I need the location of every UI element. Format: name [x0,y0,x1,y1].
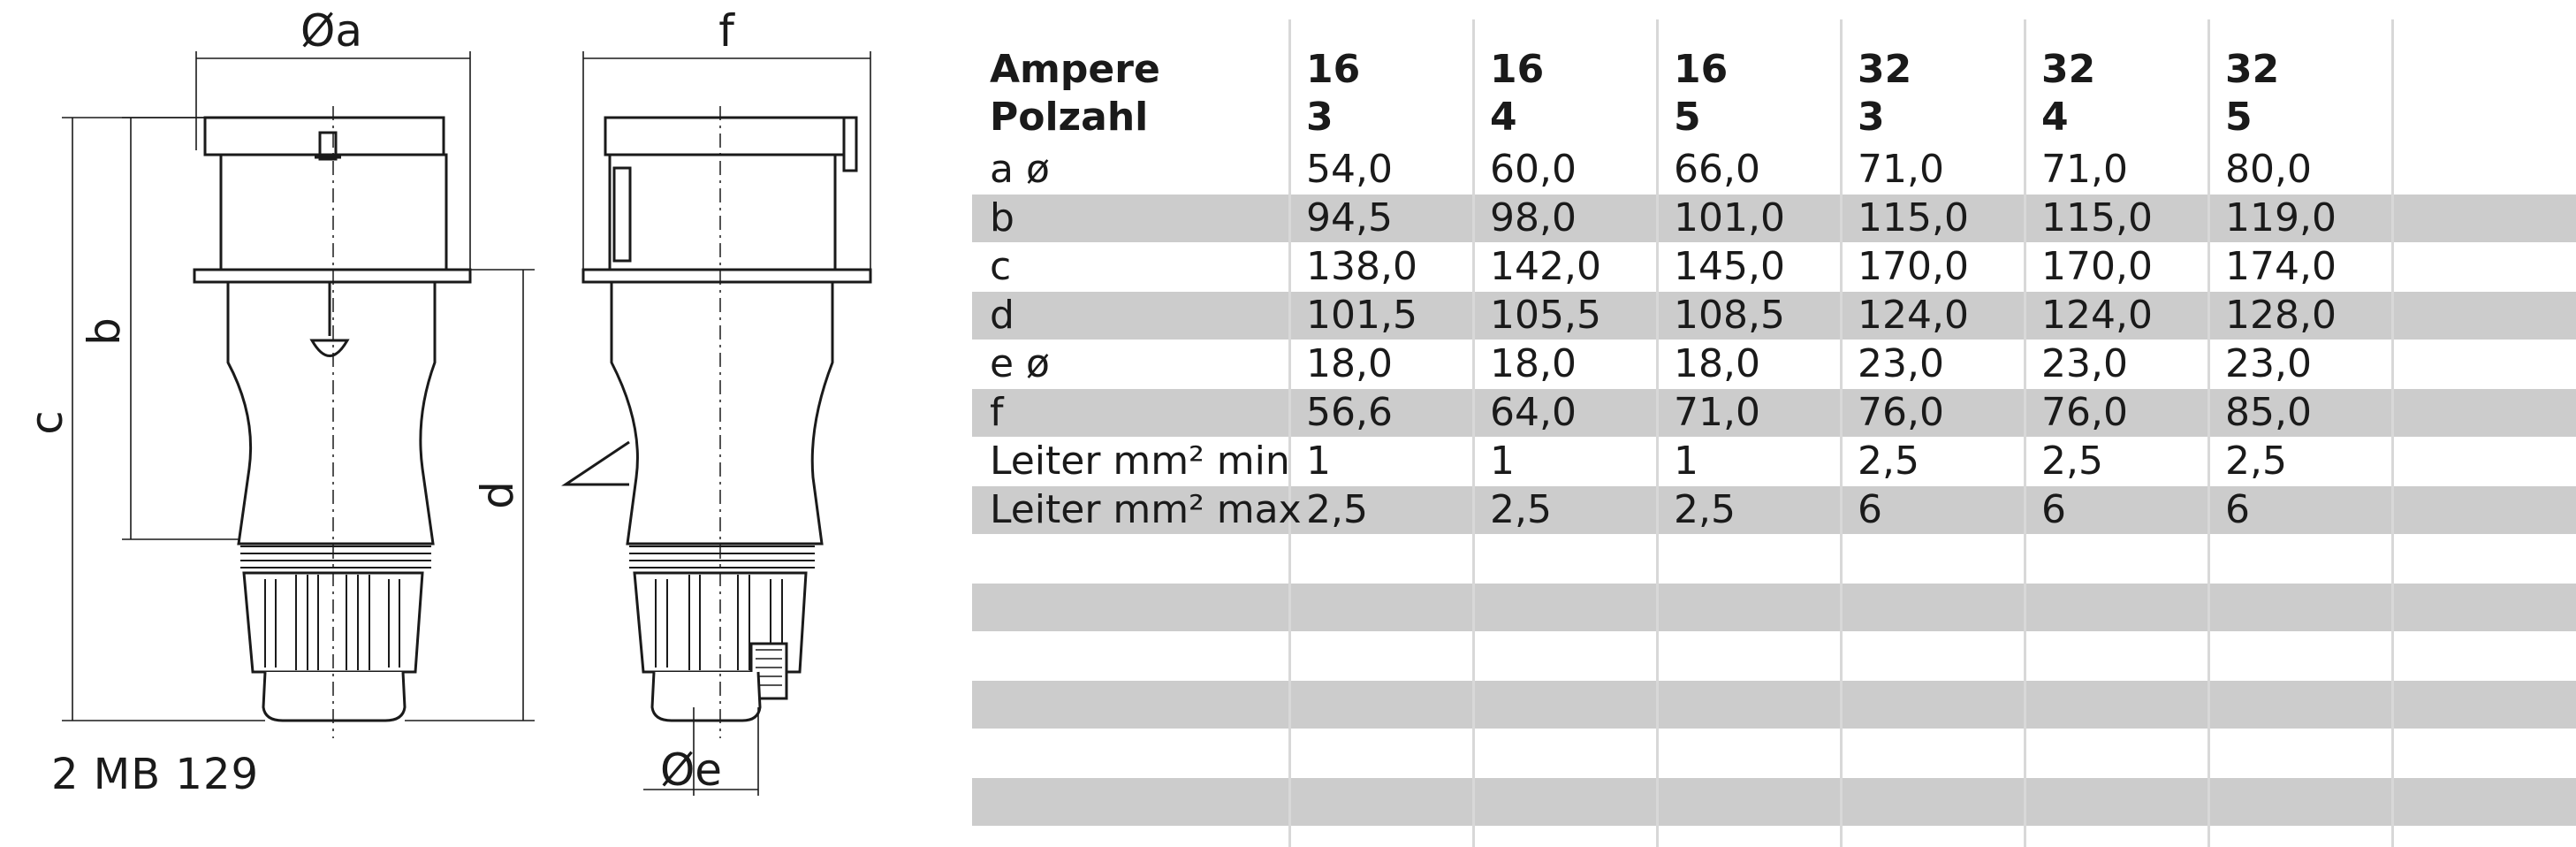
table-cell: 6 [1858,487,1882,532]
row-label: Leiter mm² max [990,487,1302,532]
table-cell: 23,0 [2041,341,2128,386]
row-shade-empty-3 [972,778,2576,826]
dimension-table [972,0,2576,847]
column-divider [2024,19,2026,847]
table-cell: 170,0 [2041,244,2153,289]
header-ampere: 16 [1306,47,1361,92]
table-cell: 2,5 [2041,439,2103,484]
table-cell: 2,5 [1306,487,1368,532]
table-cell: 124,0 [1858,293,1969,338]
front-view [194,118,470,721]
row-label: a ø [990,147,1050,192]
table-cell: 142,0 [1490,244,1601,289]
table-cell: 56,6 [1306,390,1393,435]
row-shade-empty-1 [972,584,2576,631]
header-ampere: 32 [1858,47,1912,92]
table-cell: 128,0 [2225,293,2337,338]
table-cell: 6 [2225,487,2250,532]
table-cell: 23,0 [1858,341,1944,386]
table-cell: 60,0 [1490,147,1577,192]
dimension-label-b: b [79,317,130,346]
table-cell: 115,0 [1858,195,1969,240]
table-cell: 145,0 [1674,244,1785,289]
header-poles: 5 [2225,95,2253,140]
header-poles: 4 [2041,95,2069,140]
table-cell: 6 [2041,487,2066,532]
header-poles: 4 [1490,95,1517,140]
table-cell: 64,0 [1490,390,1577,435]
table-cell: 66,0 [1674,147,1760,192]
table-cell: 1 [1490,439,1515,484]
row-shade-empty-2 [972,681,2576,729]
table-cell: 71,0 [1674,390,1760,435]
table-cell: 108,5 [1674,293,1785,338]
model-code: 2 MB 129 [51,750,260,799]
table-cell: 23,0 [2225,341,2312,386]
header-label-ampere: Ampere [990,47,1160,92]
row-label: d [990,293,1014,338]
header-ampere: 16 [1490,47,1545,92]
dimension-label-f: f [718,5,734,57]
column-divider [2207,19,2210,847]
table-cell: 18,0 [1674,341,1760,386]
plug-technical-drawing [0,0,963,847]
header-ampere: 16 [1674,47,1729,92]
table-cell: 174,0 [2225,244,2337,289]
column-divider [2391,19,2394,847]
table-cell: 18,0 [1490,341,1577,386]
table-cell: 138,0 [1306,244,1417,289]
table-cell: 94,5 [1306,195,1393,240]
side-view [566,118,870,721]
row-label: e ø [990,341,1050,386]
table-cell: 85,0 [2225,390,2312,435]
table-cell: 76,0 [2041,390,2128,435]
table-cell: 2,5 [2225,439,2287,484]
header-poles: 3 [1858,95,1885,140]
table-cell: 18,0 [1306,341,1393,386]
table-cell: 76,0 [1858,390,1944,435]
table-cell: 101,0 [1674,195,1785,240]
header-ampere: 32 [2225,47,2280,92]
table-cell: 124,0 [2041,293,2153,338]
table-cell: 2,5 [1490,487,1552,532]
table-cell: 71,0 [2041,147,2128,192]
table-cell: 170,0 [1858,244,1969,289]
table-cell: 54,0 [1306,147,1393,192]
table-cell: 105,5 [1490,293,1601,338]
header-ampere: 32 [2041,47,2096,92]
table-cell: 119,0 [2225,195,2337,240]
table-cell: 101,5 [1306,293,1417,338]
column-divider [1288,19,1291,847]
header-poles: 5 [1674,95,1701,140]
row-label: b [990,195,1014,240]
dimension-label-a: Øa [300,5,362,57]
table-cell: 98,0 [1490,195,1577,240]
header-poles: 3 [1306,95,1334,140]
table-cell: 2,5 [1674,487,1736,532]
dimension-label-e: Øe [659,744,723,796]
dimension-label-c: c [21,410,72,435]
row-label: f [990,390,1004,435]
table-cell: 71,0 [1858,147,1944,192]
row-shade-f [972,389,2576,437]
dimension-label-d: d [472,481,523,509]
table-cell: 80,0 [2225,147,2312,192]
row-label: Leiter mm² min [990,439,1290,484]
table-cell: 2,5 [1858,439,1919,484]
header-label-polzahl: Polzahl [990,95,1149,140]
table-cell: 1 [1306,439,1331,484]
table-cell: 1 [1674,439,1698,484]
table-cell: 115,0 [2041,195,2153,240]
column-divider [1840,19,1843,847]
row-label: c [990,244,1012,289]
column-divider [1472,19,1475,847]
column-divider [1656,19,1659,847]
